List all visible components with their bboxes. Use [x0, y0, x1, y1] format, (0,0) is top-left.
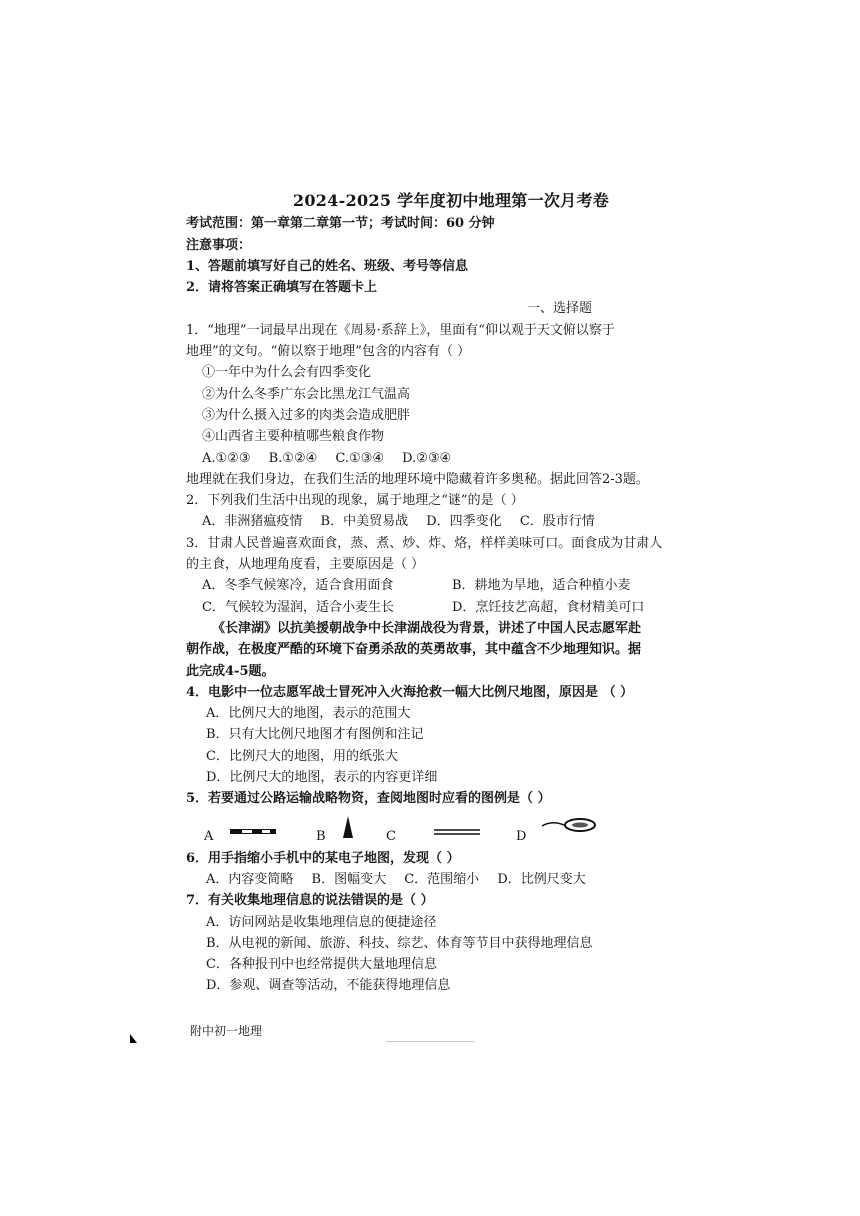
q7-option-c[interactable]: C．各种报刊中也经常提供大量地理信息 — [206, 957, 437, 973]
q2-stem: 2．下列我们生活中出现的现象，属于地理之“谜”的是（ ） — [186, 493, 524, 509]
q5-legend-symbols — [186, 816, 686, 848]
q4-option-c[interactable]: C．比例尺大的地图，用的纸张大 — [206, 748, 398, 764]
q5-label-b[interactable]: B — [316, 828, 326, 844]
q1-item: ④山西省主要种植哪些粮食作物 — [202, 429, 385, 445]
q5-label-d[interactable]: D — [516, 828, 527, 844]
section-title: 一、选择题 — [526, 301, 592, 317]
railway-symbol-icon — [230, 826, 276, 838]
q3-stem: 3．甘肃人民普遍喜欢面食，蒸、煮、炒、炸、烙，样样美味可口。面食成为甘肃人 — [186, 535, 663, 551]
q4-option-d[interactable]: D．比例尺大的地图，表示的内容更详细 — [206, 770, 438, 786]
q1-option-a[interactable]: A.①②③ — [202, 450, 251, 466]
q5-label-c[interactable]: C — [386, 828, 396, 844]
q1-stem: 地理”的文句。“俯以察于地理”包含的内容有（ ） — [186, 344, 471, 360]
page-footer: 附中初一地理 — [190, 1023, 263, 1038]
q7-option-a[interactable]: A．访问网站是收集地理信息的便捷途径 — [206, 914, 437, 930]
intro-q2-q3: 地理就在我们身边，在我们生活的地理环境中隐藏着许多奥秘。据此回答2-3题。 — [186, 471, 649, 487]
q3-option-c[interactable]: C．气候较为湿润，适合小麦生长 — [202, 599, 394, 615]
q4-stem: 4．电影中一位志愿军战士冒死冲入火海抢救一幅大比例尺地图，原因是 （ ） — [186, 684, 634, 700]
q1-option-b[interactable]: B.①②④ — [268, 450, 318, 466]
peak-symbol-icon — [342, 816, 354, 840]
q3-option-d[interactable]: D．烹饪技艺高超，食材精美可口 — [452, 599, 645, 615]
highway-symbol-icon — [434, 828, 480, 836]
intro-q4-q5: 此完成4-5题。 — [186, 663, 275, 679]
q1-item: ②为什么冬季广东会比黑龙江气温高 — [202, 386, 411, 402]
notice-item: 1、答题前填写好自己的姓名、班级、考号等信息 — [186, 258, 469, 274]
q6-option-b[interactable]: B．图幅变大 — [311, 871, 387, 887]
exam-content — [186, 190, 686, 1042]
scan-corner-mark — [130, 1034, 137, 1043]
q1-item: ①一年中为什么会有四季变化 — [202, 365, 372, 381]
q2-option-c[interactable]: C．股市行情 — [519, 514, 595, 530]
q6-options — [186, 869, 686, 890]
river-lake-symbol-icon — [542, 816, 602, 836]
scan-artifact-line — [386, 1041, 474, 1042]
q2-options — [186, 511, 686, 532]
exam-scope: 考试范围：第一章第二章第一节；考试时间：60 分钟 — [186, 216, 495, 232]
q7-stem: 7．有关收集地理信息的说法错误的是（ ） — [186, 893, 434, 909]
q4-option-a[interactable]: A．比例尺大的地图，表示的范围大 — [206, 706, 411, 722]
q1-option-c[interactable]: C.①③④ — [335, 450, 385, 466]
q1-item: ③为什么摄入过多的肉类会造成肥胖 — [202, 407, 411, 423]
q6-option-a[interactable]: A．内容变简略 — [206, 871, 294, 887]
intro-q4-q5: 朝作战，在极度严酷的环境下奋勇杀敌的英勇故事，其中蕴含不少地理知识。据 — [186, 642, 642, 658]
q5-stem: 5．若要通过公路运输战略物资，查阅地图时应看的图例是（ ） — [186, 791, 551, 807]
q1-option-d[interactable]: D.②③④ — [402, 450, 452, 466]
intro-q4-q5: 《长津湖》以抗美援朝战争中长津湖战役为背景，讲述了中国人民志愿军赴 — [212, 620, 642, 636]
q6-stem: 6．用手指缩小手机中的某电子地图，发现（ ） — [186, 850, 460, 866]
q7-option-b[interactable]: B．从电视的新闻、旅游、科技、综艺、体育等节目中获得地理信息 — [206, 935, 593, 951]
q4-option-b[interactable]: B．只有大比例尺地图才有图例和注记 — [206, 727, 424, 743]
q3-option-a[interactable]: A．冬季气候寒冷，适合食用面食 — [202, 578, 394, 594]
q1-stem: 1．“地理”一词最早出现在《周易·系辞上》，里面有“仰以观于天文俯以察于 — [186, 322, 615, 338]
q5-label-a[interactable]: A — [204, 828, 214, 844]
q2-option-b[interactable]: B．中美贸易战 — [320, 514, 409, 530]
q6-option-d[interactable]: D．比例尺变大 — [497, 871, 586, 887]
notice-item: 2．请将答案正确填写在答题卡上 — [186, 280, 378, 296]
q3-option-b[interactable]: B．耕地为旱地，适合种植小麦 — [452, 578, 631, 594]
q3-options — [186, 575, 686, 618]
q3-stem: 的主食，从地理角度看，主要原因是（ ） — [186, 557, 425, 573]
exam-title: 2024-2025 学年度初中地理第一次月考卷 — [292, 191, 610, 210]
notice-label: 注意事项： — [186, 237, 252, 253]
q1-options — [186, 448, 686, 469]
q2-option-d[interactable]: D．四季变化 — [426, 514, 502, 530]
q2-option-a[interactable]: A．非洲猪瘟疫情 — [202, 514, 303, 530]
q6-option-c[interactable]: C．范围缩小 — [404, 871, 480, 887]
q7-option-d[interactable]: D．参观、调查等活动，不能获得地理信息 — [206, 978, 451, 994]
